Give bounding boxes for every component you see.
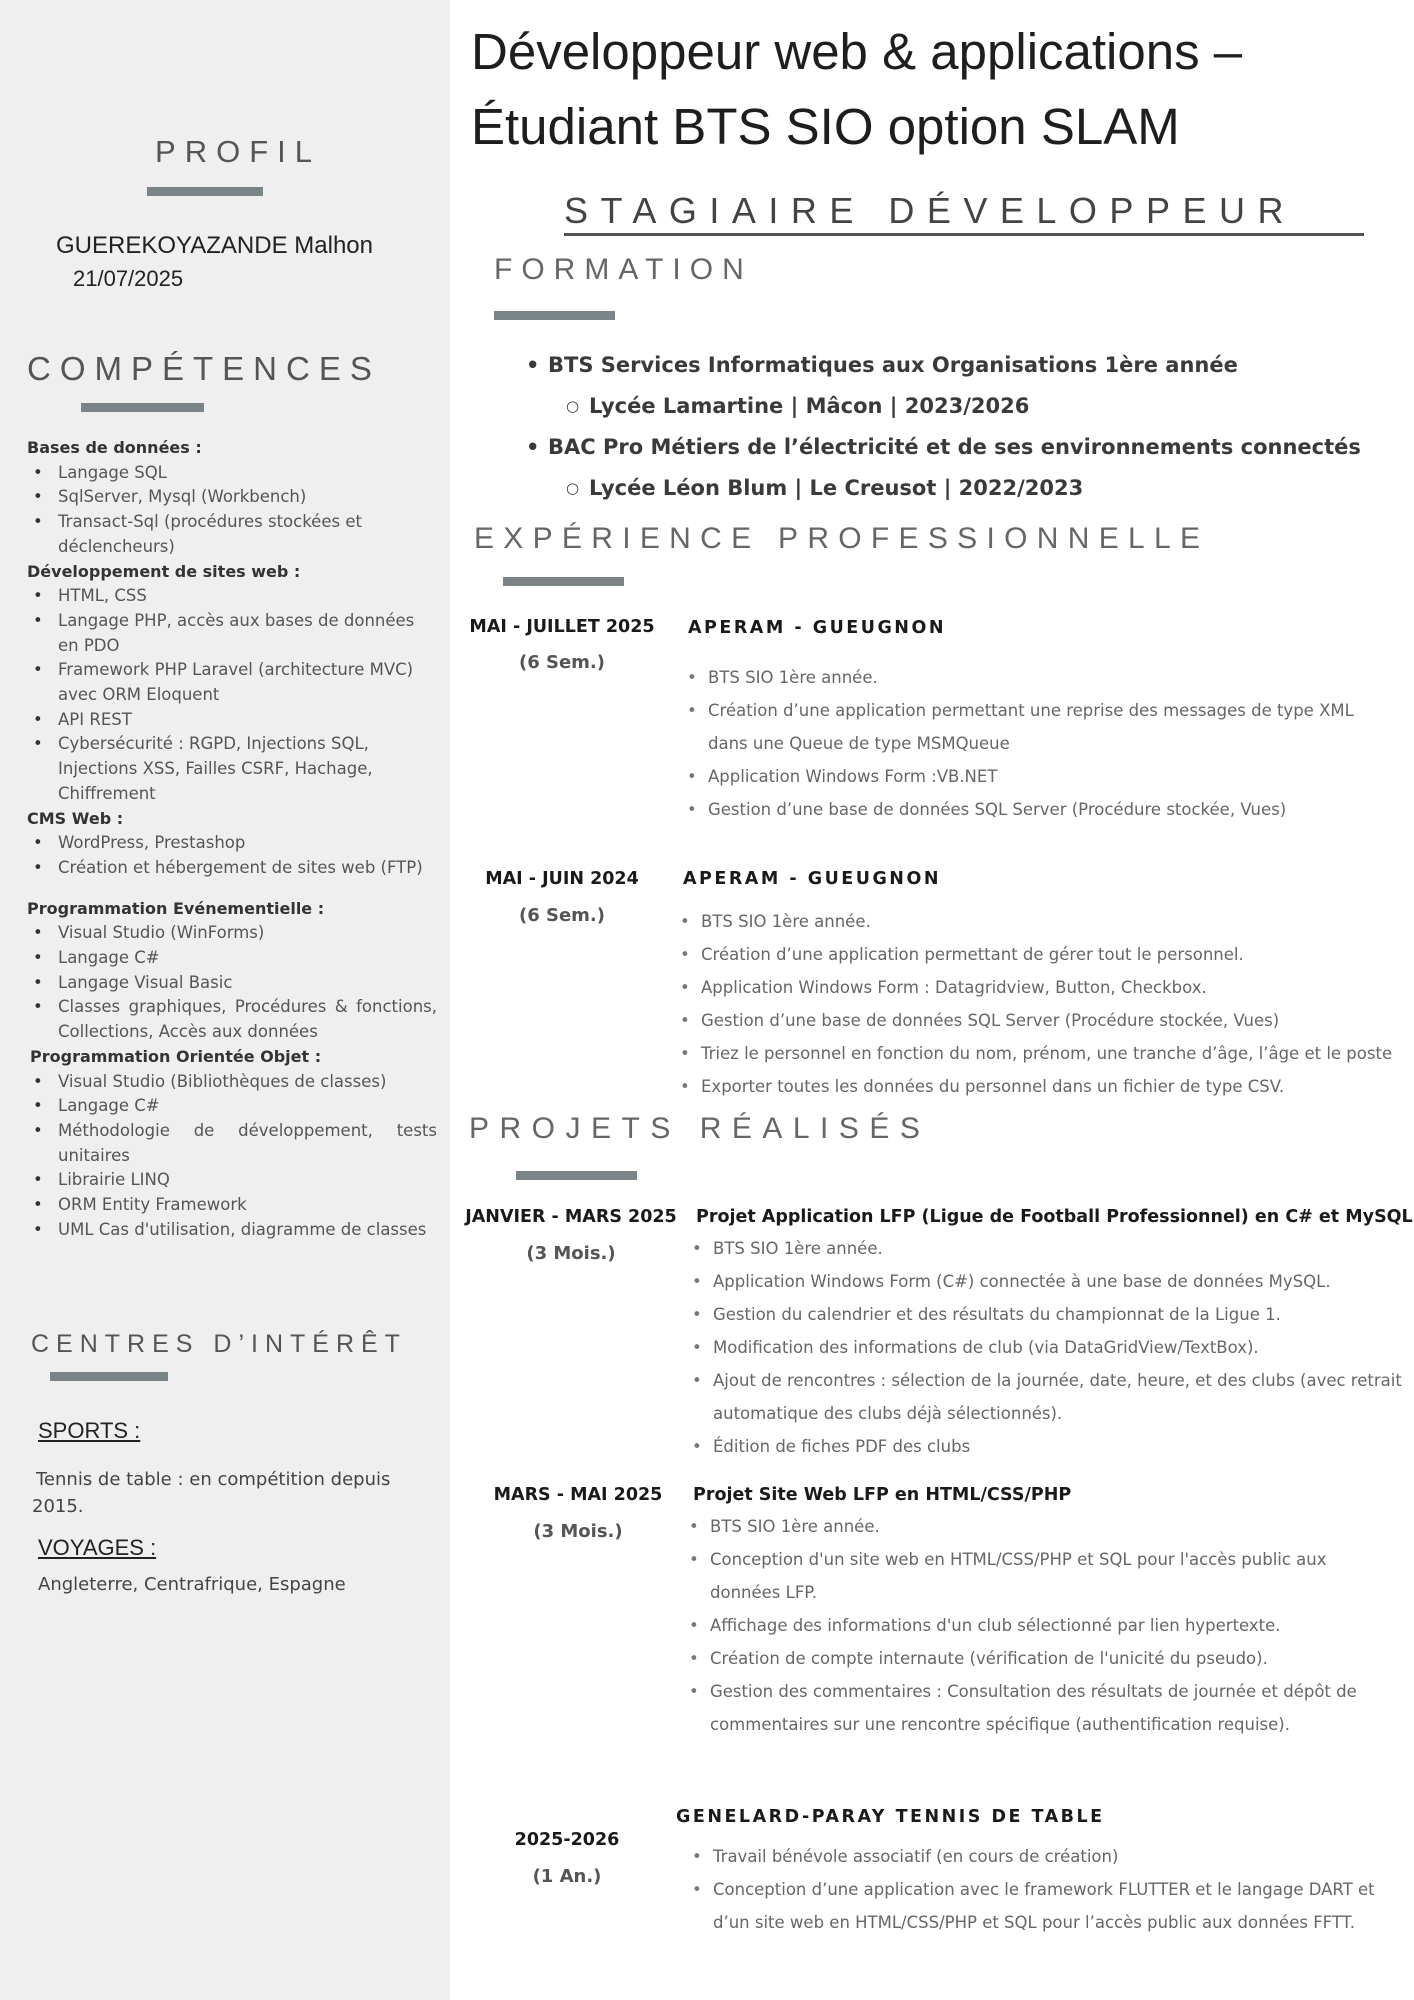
list-item: • BTS SIO 1ère année.: [710, 1510, 1370, 1543]
profile-name: GUEREKOYAZANDE Malhon: [56, 232, 373, 259]
skill-items: [27, 1070, 437, 1243]
divider: [503, 577, 624, 586]
project-bullets: [710, 1510, 1370, 1741]
skill-group-title: Programmation Orientée Objet :: [30, 1046, 322, 1066]
skill-item: • ORM Entity Framework: [58, 1193, 437, 1218]
project-duration: (1 An.): [532, 1866, 602, 1887]
experience-company: APERAM - GUEUGNON: [683, 869, 941, 889]
skill-item: • SqlServer, Mysql (Workbench): [58, 485, 437, 510]
list-item: • Conception d'un site web en HTML/CSS/PHP et SQL pour l'accès public aux données LFP.: [710, 1543, 1370, 1609]
skill-group-title: Bases de données :: [27, 438, 202, 457]
formation-heading: FORMATION: [494, 253, 753, 286]
project-title: GENELARD-PARAY TENNIS DE TABLE: [676, 1807, 1105, 1827]
interests-heading: CENTRES D’INTÉRÊT: [31, 1330, 407, 1358]
skill-item: • Transact-Sql (procédures stockées et déclencheurs): [58, 510, 437, 559]
list-item: • Édition de fiches PDF des clubs: [713, 1430, 1403, 1463]
skills-list: [27, 436, 437, 1243]
skill-items: [27, 831, 437, 880]
travel-text: Angleterre, Centrafrique, Espagne: [38, 1574, 346, 1595]
experience-duration: (6 Sem.): [518, 905, 605, 926]
skill-group: [27, 560, 437, 807]
formation-item: • BAC Pro Métiers de l’électricité et de ses environnements connectés: [548, 427, 1361, 468]
list-item: • Conception d’une application avec le framework FLUTTER et le langage DART et d’un site web en HTML/CSS/PHP et SQL pour l’accès public aux données FFTT.: [713, 1873, 1393, 1939]
project-date: 2025-2026: [514, 1830, 620, 1850]
list-item: • Gestion d’une base de données SQL Server (Procédure stockée, Vues): [708, 793, 1388, 826]
experience-date: MAI - JUIN 2024: [485, 869, 639, 889]
project-date: MARS - MAI 2025: [493, 1485, 663, 1505]
skill-items: [27, 921, 437, 1045]
project-bullets: [713, 1232, 1403, 1463]
experience-bullets: [701, 905, 1401, 1103]
list-item: • Ajout de rencontres : sélection de la journée, date, heure, et des clubs (avec retrait automatique des clubs déjà sélectionnés).: [713, 1364, 1403, 1430]
profile-date: 21/07/2025: [73, 266, 184, 291]
skill-items: [27, 461, 437, 560]
travel-label: VOYAGES :: [38, 1535, 157, 1560]
divider: [81, 403, 204, 412]
list-item: • Exporter toutes les données du personnel dans un fichier de type CSV.: [701, 1070, 1401, 1103]
experience-date: MAI - JUILLET 2025: [469, 617, 655, 637]
projects-heading: PROJETS RÉALISÉS: [469, 1112, 931, 1145]
list-item: • Création d’une application permettant une reprise des messages de type XML dans une Queue de type MSMQueue: [708, 694, 1388, 760]
skill-group-title: CMS Web :: [27, 808, 124, 828]
list-item: • Création d’une application permettant de gérer tout le personnel.: [701, 938, 1401, 971]
list-item: • Application Windows Form : Datagridview, Button, Checkbox.: [701, 971, 1401, 1004]
divider: [147, 187, 263, 196]
skill-item: • API REST: [58, 708, 437, 733]
skill-item: • HTML, CSS: [58, 584, 437, 609]
formation-school: ○ Lycée Léon Blum | Le Creusot | 2022/2023: [548, 468, 1361, 509]
list-item: • Travail bénévole associatif (en cours de création): [713, 1840, 1393, 1873]
project-title: Projet Application LFP (Ligue de Football Professionnel) en C# et MySQL: [696, 1207, 1413, 1227]
skill-item: • Langage Visual Basic: [58, 971, 437, 996]
skill-group: [27, 897, 437, 1045]
list-item: • Triez le personnel en fonction du nom, prénom, une tranche d’âge, l’âge et le poste: [701, 1037, 1401, 1070]
experience-company: APERAM - GUEUGNON: [688, 618, 946, 638]
skill-item: • Visual Studio (WinForms): [58, 921, 437, 946]
skill-group: [27, 1045, 437, 1243]
skill-item: • Langage C#: [58, 1094, 437, 1119]
list-item: • BTS SIO 1ère année.: [701, 905, 1401, 938]
project-bullets: [713, 1840, 1393, 1939]
skill-item: • Langage PHP, accès aux bases de données en PDO: [58, 609, 437, 658]
page-title-line2: Étudiant BTS SIO option SLAM: [471, 98, 1180, 155]
skill-item: • Cybersécurité : RGPD, Injections SQL, Injections XSS, Failles CSRF, Hachage, Chiffrement: [58, 732, 437, 806]
page-title-line1: Développeur web & applications –: [471, 23, 1243, 80]
skill-item: • Librairie LINQ: [58, 1168, 437, 1193]
skill-group: [27, 807, 437, 881]
list-item: • Modification des informations de club (via DataGridView/TextBox).: [713, 1331, 1403, 1364]
formation-list: [548, 345, 1361, 509]
experience-duration: (6 Sem.): [518, 652, 605, 673]
skill-item: • Création et hébergement de sites web (FTP): [58, 856, 437, 881]
divider: [516, 1171, 637, 1180]
formation-school: ○ Lycée Lamartine | Mâcon | 2023/2026: [548, 386, 1361, 427]
skill-group-title: Programmation Evénementielle :: [27, 898, 325, 918]
list-item: • Application Windows Form (C#) connectée à une base de données MySQL.: [713, 1265, 1403, 1298]
skills-heading: COMPÉTENCES: [27, 350, 381, 387]
sports-label: SPORTS :: [38, 1418, 141, 1443]
skill-item: • Langage C#: [58, 946, 437, 971]
list-item: • Création de compte internaute (vérification de l'unicité du pseudo).: [710, 1642, 1370, 1675]
profile-heading: PROFIL: [155, 134, 321, 169]
sidebar: [0, 0, 450, 2000]
skill-group: [27, 436, 437, 560]
divider: [50, 1372, 168, 1381]
skill-item: • UML Cas d'utilisation, diagramme de classes: [58, 1218, 437, 1243]
skill-item: • WordPress, Prestashop: [58, 831, 437, 856]
skill-group-title: Développement de sites web :: [27, 561, 301, 581]
list-item: • Gestion du calendrier et des résultats du championnat de la Ligue 1.: [713, 1298, 1403, 1331]
sports-text: Tennis de table : en compétition depuis 2015.: [32, 1469, 391, 1517]
skill-item: • Méthodologie de développement, tests unitaires: [58, 1119, 437, 1168]
skill-items: [27, 584, 437, 806]
project-duration: (3 Mois.): [533, 1521, 623, 1542]
project-date: JANVIER - MARS 2025: [465, 1207, 677, 1227]
list-item: • BTS SIO 1ère année.: [713, 1232, 1403, 1265]
project-title: Projet Site Web LFP en HTML/CSS/PHP: [693, 1485, 1072, 1505]
list-item: • Affichage des informations d'un club sélectionné par lien hypertexte.: [710, 1609, 1370, 1642]
list-item: • Application Windows Form :VB.NET: [708, 760, 1388, 793]
skill-item: • Classes graphiques, Procédures & fonctions, Collections, Accès aux données: [58, 995, 437, 1044]
subtitle: STAGIAIRE DÉVELOPPEUR: [564, 189, 1364, 236]
experience-heading: EXPÉRIENCE PROFESSIONNELLE: [474, 522, 1210, 555]
list-item: • Gestion d’une base de données SQL Server (Procédure stockée, Vues): [701, 1004, 1401, 1037]
formation-item: • BTS Services Informatiques aux Organisations 1ère année: [548, 345, 1361, 386]
skill-item: • Visual Studio (Bibliothèques de classes): [58, 1070, 437, 1095]
list-item: • BTS SIO 1ère année.: [708, 661, 1388, 694]
skill-item: • Framework PHP Laravel (architecture MVC) avec ORM Eloquent: [58, 658, 437, 707]
list-item: • Gestion des commentaires : Consultation des résultats de journée et dépôt de commentaires sur une rencontre spécifique (authentification requise).: [710, 1675, 1370, 1741]
project-duration: (3 Mois.): [526, 1243, 616, 1264]
skill-item: • Langage SQL: [58, 461, 437, 486]
divider: [494, 311, 615, 320]
experience-bullets: [708, 661, 1388, 826]
